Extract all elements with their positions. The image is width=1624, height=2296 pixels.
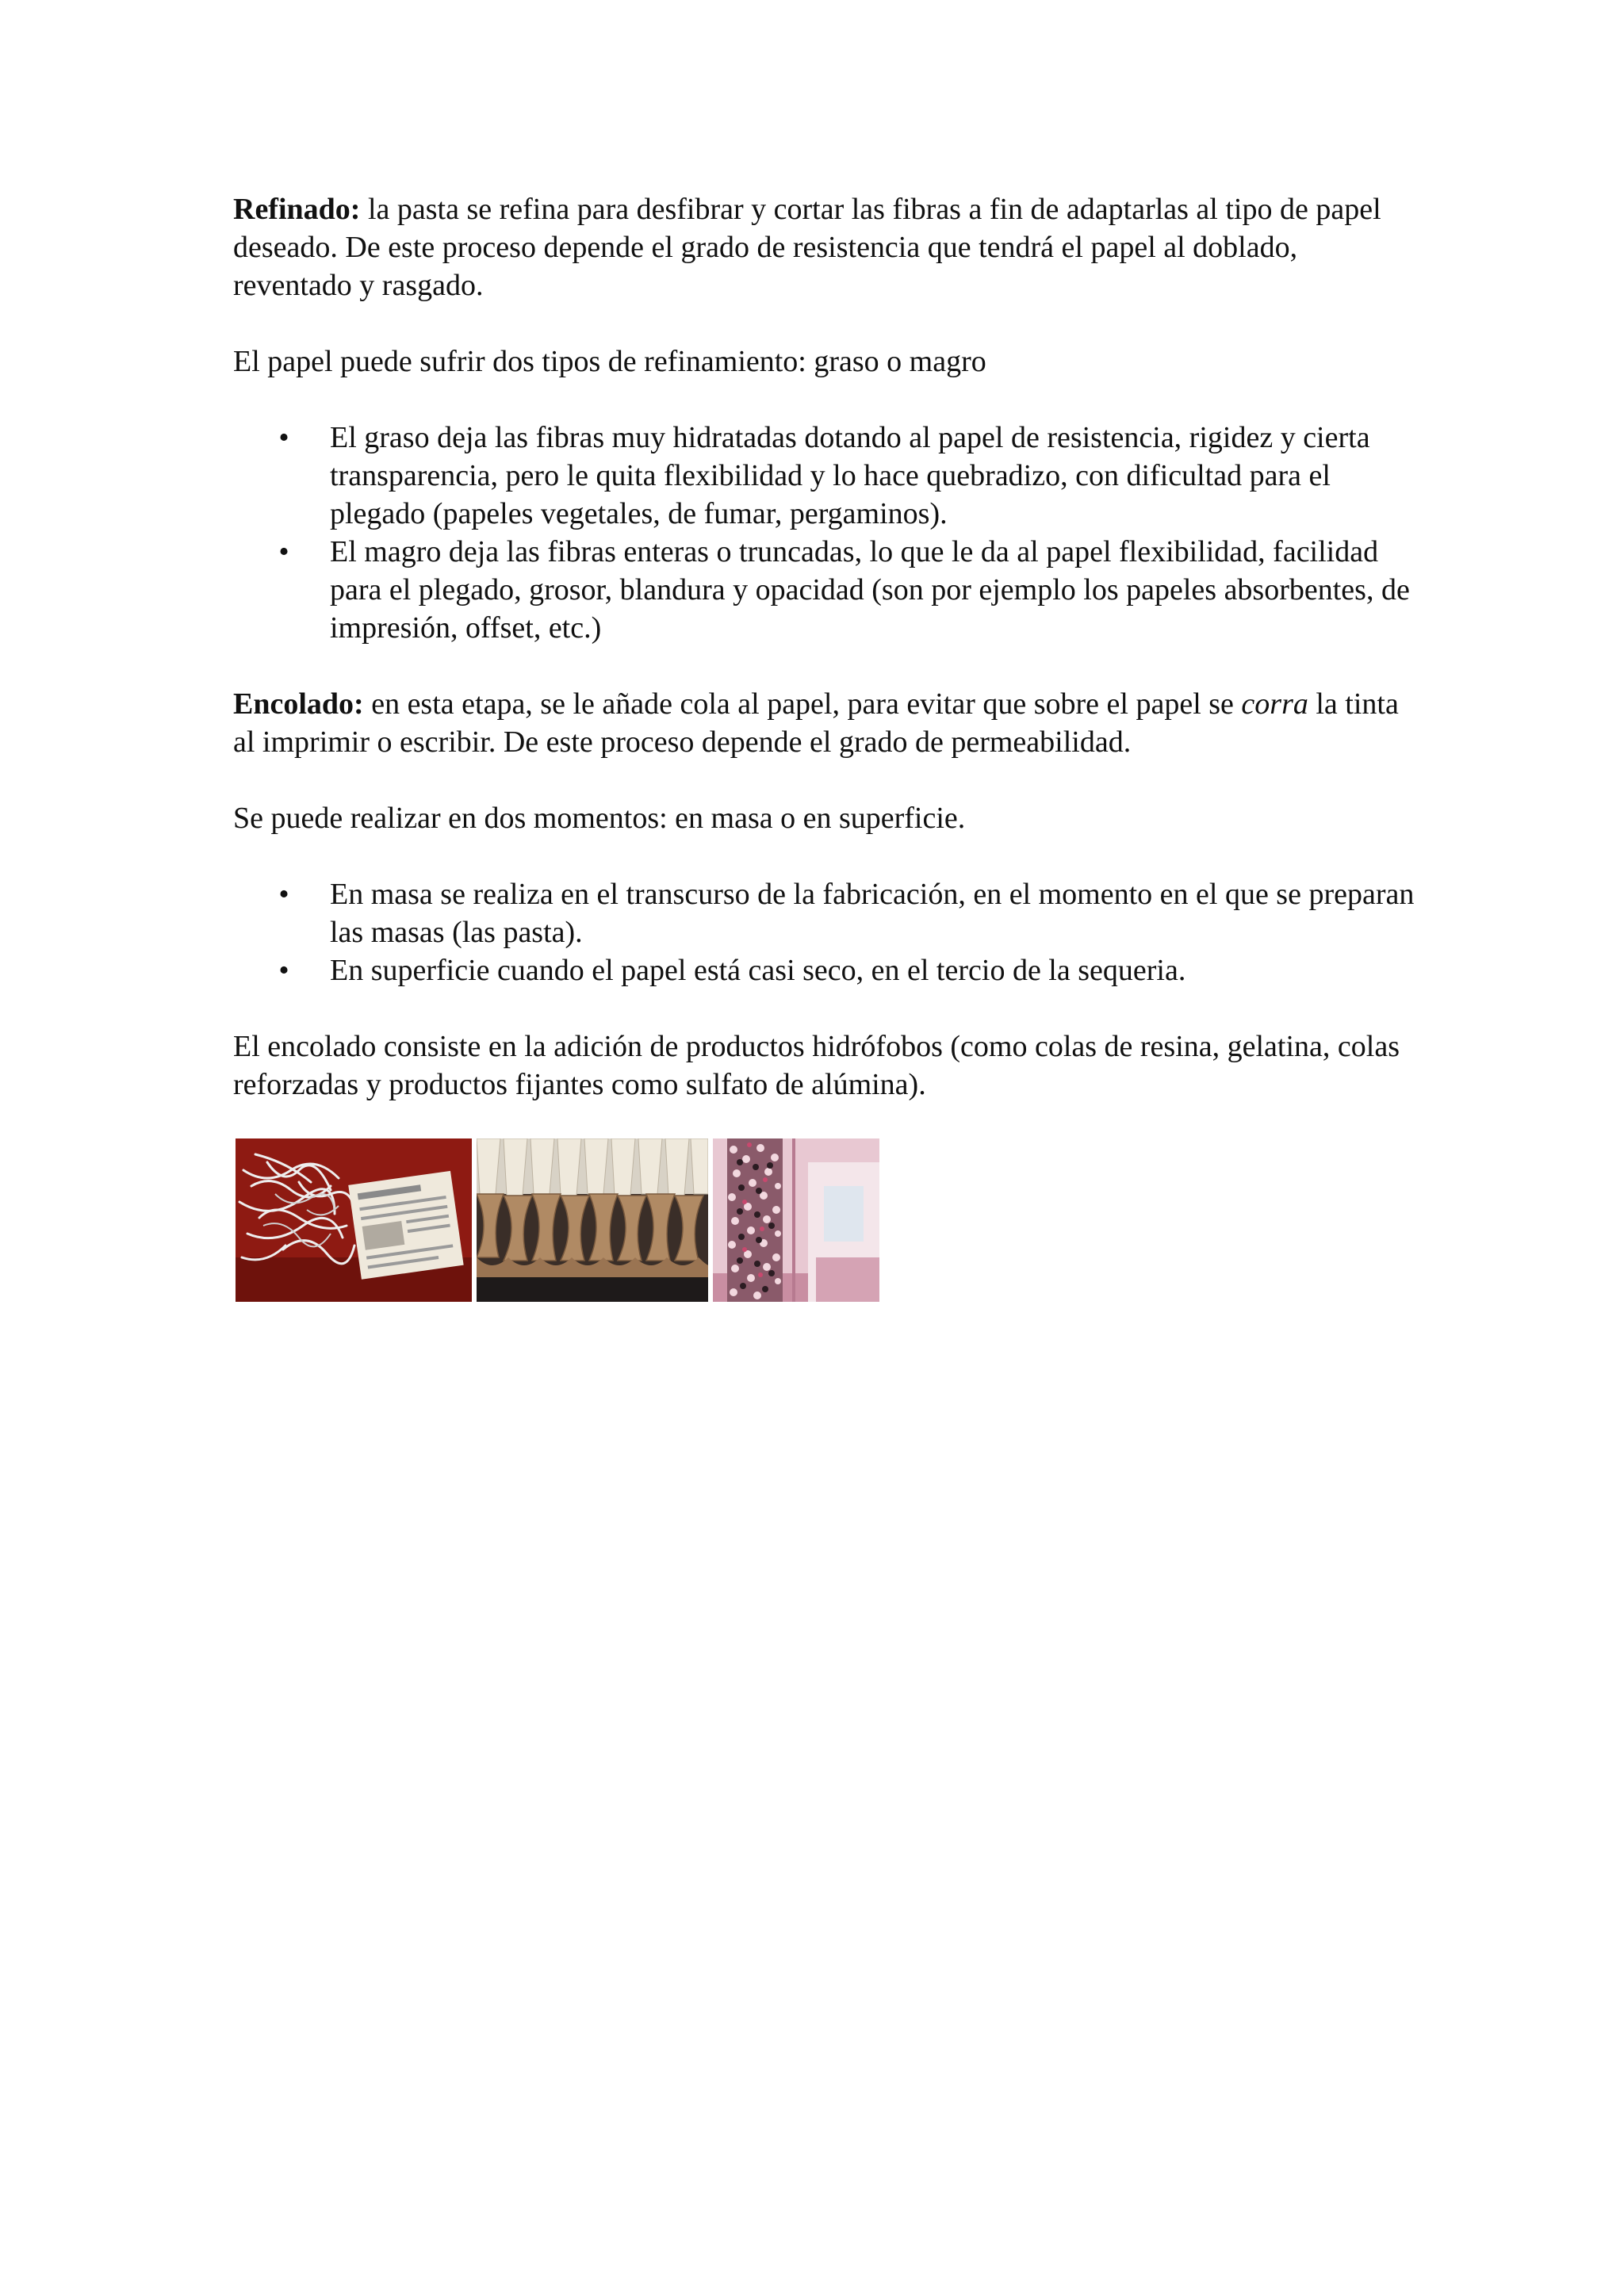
beaded-curtain-photo [713,1138,879,1302]
list-momentos [233,875,1423,989]
paragraph-encolado [233,685,1423,761]
encolado-text-after: la tinta al imprimir o escribir. De este proceso depende el grado de permeabilidad. [233,687,1399,759]
document-body [233,190,1423,1142]
list-item [278,875,1423,951]
list-refinamiento [233,419,1423,647]
list-item [278,951,1423,989]
bullet-icon: • [278,535,289,568]
encolado-italic-word: corra [1241,687,1308,721]
bullet-icon: • [278,878,289,911]
paragraph-refinamiento-intro: El papel puede sufrir dos tipos de refinamiento: graso o magro [233,345,986,378]
photo-strip [236,1138,879,1302]
refinado-text: la pasta se refina para desfibrar y cortar las fibras a fin de adaptarlas al tipo de papel deseado. De este proceso depende el grado de resistencia que tendrá el papel al doblado, reventado y rasgado. [233,193,1381,302]
list-item [278,533,1423,647]
bullet-icon: • [278,421,289,454]
heading-encolado: Encolado: [233,687,364,721]
bullet-icon: • [278,954,289,987]
shredded-paper-photo [236,1138,472,1302]
drying-paper-sheets-photo [477,1138,708,1302]
list-item-text: El graso deja las fibras muy hidratadas dotando al papel de resistencia, rigidez y cierta transparencia, pero le quita flexibilidad y lo hace quebradizo, con dificultad para el plegado (papeles vegetales, de fumar, pergaminos). [330,421,1370,530]
paragraph-refinado [233,190,1423,304]
paragraph-encolado-detalle: El encolado consiste en la adición de productos hidrófobos (como colas de resina, gelatina, colas reforzadas y productos fijantes como sulfato de alúmina). [233,1030,1400,1101]
list-item-text: En masa se realiza en el transcurso de la fabricación, en el momento en el que se preparan las masas (las pasta). [330,878,1415,949]
list-item-text: El magro deja las fibras enteras o truncadas, lo que le da al papel flexibilidad, facilidad para el plegado, grosor, blandura y opacidad (son por ejemplo los papeles absorbentes, de impresión, offset, etc.) [330,535,1410,645]
paragraph-momentos-intro: Se puede realizar en dos momentos: en masa o en superficie. [233,802,966,835]
list-item-text: En superficie cuando el papel está casi seco, en el tercio de la sequeria. [330,954,1186,987]
list-item [278,419,1423,533]
heading-refinado: Refinado: [233,193,361,226]
encolado-text-before: en esta etapa, se le añade cola al papel, para evitar que sobre el papel se [363,687,1242,721]
